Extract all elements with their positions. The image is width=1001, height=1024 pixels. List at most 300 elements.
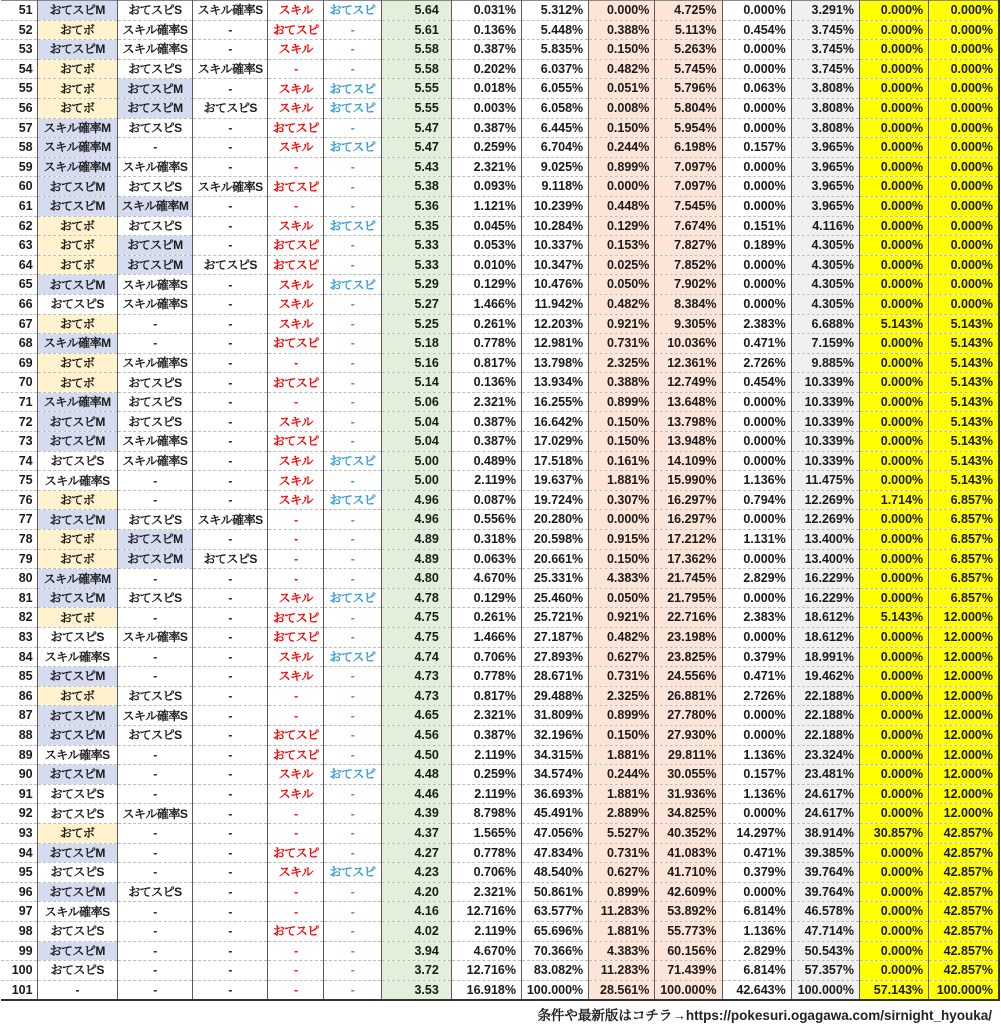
cell-prob-cum-2: 29.811% [655, 745, 722, 765]
cell-prob-cum-4: 0.000% [929, 255, 999, 275]
cell-prob-cum-3: 39.764% [791, 863, 859, 883]
table-row [1, 98, 999, 118]
cell-subskill-3: - [193, 353, 268, 373]
cell-subskill-3: - [193, 275, 268, 295]
cell-tag-blue: - [324, 294, 381, 314]
cell-subskill-3: - [193, 294, 268, 314]
cell-tag-blue: - [324, 745, 381, 765]
cell-subskill-3: - [193, 40, 268, 60]
cell-subskill-3: - [193, 314, 268, 334]
cell-subskill-1: スキル確率S [37, 902, 117, 922]
cell-score: 5.47 [381, 118, 451, 138]
cell-rank: 54 [1, 59, 37, 79]
cell-prob-exact-4: 0.000% [859, 588, 928, 608]
cell-prob-exact-3: 0.000% [722, 177, 791, 197]
cell-score: 4.23 [381, 863, 451, 883]
cell-prob-exact-3: 0.000% [722, 628, 791, 648]
cell-prob-cum-3: 3.965% [791, 157, 859, 177]
cell-prob-exact-4: 0.000% [859, 255, 928, 275]
cell-prob-exact-2: 0.388% [589, 373, 655, 393]
cell-subskill-1: おてボ [37, 530, 117, 550]
cell-prob-exact-1: 0.053% [451, 236, 521, 256]
cell-tag-blue: - [324, 314, 381, 334]
cell-subskill-1: おてスピM [37, 275, 117, 295]
cell-prob-cum-1: 5.835% [521, 40, 588, 60]
cell-prob-exact-3: 6.814% [722, 902, 791, 922]
cell-subskill-3: - [193, 490, 268, 510]
cell-prob-exact-4: 0.000% [859, 471, 928, 491]
cell-prob-exact-3: 0.157% [722, 765, 791, 785]
cell-prob-cum-4: 5.143% [929, 314, 999, 334]
table-row [1, 334, 999, 354]
cell-subskill-2: スキル確率S [117, 275, 192, 295]
cell-prob-exact-1: 0.489% [451, 451, 521, 471]
table-row [1, 804, 999, 824]
cell-prob-cum-3: 4.305% [791, 236, 859, 256]
cell-prob-cum-2: 12.749% [655, 373, 722, 393]
cell-tag-red: スキル [268, 765, 324, 785]
cell-subskill-1: - [37, 980, 117, 1000]
cell-prob-exact-2: 0.244% [589, 765, 655, 785]
cell-tag-blue: おてスピ [324, 1, 381, 21]
cell-prob-cum-2: 7.097% [655, 177, 722, 197]
cell-rank: 84 [1, 647, 37, 667]
cell-tag-blue: - [324, 843, 381, 863]
cell-prob-cum-2: 23.825% [655, 647, 722, 667]
cell-prob-exact-4: 0.000% [859, 725, 928, 745]
table-row [1, 823, 999, 843]
cell-prob-cum-3: 13.400% [791, 530, 859, 550]
cell-score: 3.94 [381, 941, 451, 961]
cell-tag-blue: - [324, 196, 381, 216]
cell-prob-cum-1: 13.798% [521, 353, 588, 373]
cell-prob-exact-2: 5.527% [589, 823, 655, 843]
cell-tag-blue: おてスピ [324, 451, 381, 471]
cell-prob-exact-2: 0.627% [589, 863, 655, 883]
cell-prob-cum-3: 18.991% [791, 647, 859, 667]
cell-prob-cum-3: 3.808% [791, 118, 859, 138]
cell-prob-exact-3: 0.000% [722, 588, 791, 608]
cell-prob-exact-1: 0.031% [451, 1, 521, 21]
table-row [1, 353, 999, 373]
cell-prob-cum-3: 22.188% [791, 725, 859, 745]
cell-prob-cum-4: 12.000% [929, 804, 999, 824]
cell-prob-exact-3: 0.454% [722, 20, 791, 40]
cell-subskill-1: おてボ [37, 490, 117, 510]
cell-subskill-1: おてボ [37, 686, 117, 706]
cell-rank: 62 [1, 216, 37, 236]
cell-prob-exact-3: 0.000% [722, 706, 791, 726]
cell-prob-cum-2: 17.362% [655, 549, 722, 569]
cell-prob-exact-4: 0.000% [859, 921, 928, 941]
cell-subskill-2: おてスピS [117, 392, 192, 412]
cell-score: 5.29 [381, 275, 451, 295]
cell-prob-cum-4: 12.000% [929, 765, 999, 785]
cell-rank: 90 [1, 765, 37, 785]
cell-tag-red: おてスピ [268, 255, 324, 275]
evaluation-table [1, 0, 1000, 1001]
cell-prob-exact-1: 0.129% [451, 588, 521, 608]
cell-tag-blue: - [324, 882, 381, 902]
cell-prob-exact-4: 0.000% [859, 686, 928, 706]
table-row [1, 294, 999, 314]
cell-tag-red: - [268, 706, 324, 726]
cell-tag-red: - [268, 902, 324, 922]
cell-rank: 95 [1, 863, 37, 883]
cell-tag-blue: - [324, 667, 381, 687]
cell-prob-cum-4: 12.000% [929, 628, 999, 648]
cell-tag-blue: - [324, 177, 381, 197]
cell-subskill-2: スキル確率S [117, 20, 192, 40]
cell-prob-exact-3: 1.136% [722, 745, 791, 765]
table-row [1, 490, 999, 510]
cell-tag-red: スキル [268, 451, 324, 471]
cell-prob-exact-4: 0.000% [859, 961, 928, 981]
cell-prob-exact-1: 0.087% [451, 490, 521, 510]
cell-score: 5.18 [381, 334, 451, 354]
cell-subskill-3: - [193, 157, 268, 177]
cell-prob-cum-2: 34.825% [655, 804, 722, 824]
cell-subskill-1: おてスピS [37, 961, 117, 981]
table-row [1, 882, 999, 902]
cell-prob-exact-3: 2.829% [722, 941, 791, 961]
cell-prob-cum-3: 57.357% [791, 961, 859, 981]
cell-tag-red: - [268, 686, 324, 706]
cell-prob-cum-2: 22.716% [655, 608, 722, 628]
cell-prob-exact-2: 0.000% [589, 510, 655, 530]
cell-subskill-3: - [193, 432, 268, 452]
cell-prob-cum-4: 6.857% [929, 569, 999, 589]
table-row [1, 725, 999, 745]
cell-prob-cum-4: 5.143% [929, 471, 999, 491]
cell-prob-cum-3: 3.745% [791, 20, 859, 40]
cell-prob-exact-2: 0.448% [589, 196, 655, 216]
cell-prob-exact-4: 0.000% [859, 882, 928, 902]
cell-subskill-2: スキル確率M [117, 196, 192, 216]
cell-prob-exact-4: 0.000% [859, 628, 928, 648]
cell-subskill-3: - [193, 138, 268, 158]
cell-subskill-2: - [117, 471, 192, 491]
cell-prob-cum-2: 5.263% [655, 40, 722, 60]
cell-subskill-2: - [117, 138, 192, 158]
cell-prob-cum-4: 12.000% [929, 706, 999, 726]
cell-prob-exact-2: 1.881% [589, 921, 655, 941]
cell-prob-cum-2: 7.545% [655, 196, 722, 216]
cell-tag-red: - [268, 59, 324, 79]
table-row [1, 40, 999, 60]
cell-subskill-1: おてスピM [37, 843, 117, 863]
cell-prob-cum-3: 50.543% [791, 941, 859, 961]
table-row [1, 667, 999, 687]
cell-subskill-1: おてスピM [37, 1, 117, 21]
cell-subskill-3: - [193, 843, 268, 863]
cell-prob-exact-4: 0.000% [859, 510, 928, 530]
cell-tag-red: スキル [268, 294, 324, 314]
cell-subskill-3: - [193, 373, 268, 393]
cell-subskill-1: おてスピM [37, 196, 117, 216]
cell-prob-cum-1: 6.058% [521, 98, 588, 118]
cell-tag-blue: おてスピ [324, 647, 381, 667]
cell-prob-cum-2: 6.198% [655, 138, 722, 158]
cell-subskill-2: - [117, 765, 192, 785]
cell-rank: 63 [1, 236, 37, 256]
cell-score: 4.75 [381, 628, 451, 648]
cell-prob-cum-4: 0.000% [929, 40, 999, 60]
cell-prob-exact-3: 0.000% [722, 451, 791, 471]
cell-score: 4.16 [381, 902, 451, 922]
cell-tag-blue: おてスピ [324, 765, 381, 785]
cell-prob-exact-1: 0.063% [451, 549, 521, 569]
cell-subskill-3: - [193, 980, 268, 1000]
cell-prob-exact-3: 0.000% [722, 196, 791, 216]
cell-prob-cum-1: 31.809% [521, 706, 588, 726]
cell-rank: 82 [1, 608, 37, 628]
cell-prob-cum-2: 71.439% [655, 961, 722, 981]
cell-tag-blue: - [324, 373, 381, 393]
cell-subskill-3: - [193, 471, 268, 491]
cell-tag-red: スキル [268, 40, 324, 60]
cell-tag-red: スキル [268, 784, 324, 804]
cell-subskill-2: スキル確率S [117, 628, 192, 648]
cell-prob-cum-3: 4.116% [791, 216, 859, 236]
cell-prob-cum-3: 100.000% [791, 980, 859, 1000]
cell-prob-cum-1: 50.861% [521, 882, 588, 902]
cell-prob-exact-4: 0.000% [859, 804, 928, 824]
cell-prob-exact-1: 16.918% [451, 980, 521, 1000]
cell-prob-cum-3: 3.965% [791, 196, 859, 216]
cell-prob-exact-1: 12.716% [451, 902, 521, 922]
cell-score: 5.06 [381, 392, 451, 412]
cell-prob-exact-3: 2.726% [722, 686, 791, 706]
cell-prob-cum-4: 12.000% [929, 686, 999, 706]
cell-tag-blue: - [324, 608, 381, 628]
cell-rank: 93 [1, 823, 37, 843]
cell-prob-cum-4: 42.857% [929, 863, 999, 883]
cell-tag-blue: - [324, 392, 381, 412]
cell-prob-cum-4: 42.857% [929, 882, 999, 902]
cell-score: 5.58 [381, 40, 451, 60]
table-row [1, 745, 999, 765]
cell-prob-cum-3: 39.764% [791, 882, 859, 902]
cell-prob-exact-1: 0.261% [451, 314, 521, 334]
cell-prob-cum-2: 40.352% [655, 823, 722, 843]
cell-prob-exact-1: 2.119% [451, 921, 521, 941]
cell-subskill-3: - [193, 118, 268, 138]
table-row [1, 1, 999, 21]
cell-prob-exact-3: 0.000% [722, 510, 791, 530]
cell-subskill-2: おてスピS [117, 177, 192, 197]
cell-prob-exact-1: 12.716% [451, 961, 521, 981]
table-row [1, 314, 999, 334]
cell-prob-cum-4: 0.000% [929, 1, 999, 21]
cell-prob-cum-4: 5.143% [929, 432, 999, 452]
cell-prob-exact-1: 0.259% [451, 765, 521, 785]
cell-subskill-2: スキル確率S [117, 706, 192, 726]
cell-prob-cum-4: 0.000% [929, 294, 999, 314]
cell-prob-exact-4: 0.000% [859, 941, 928, 961]
table-body [1, 1, 999, 1001]
cell-prob-cum-4: 12.000% [929, 647, 999, 667]
cell-subskill-2: - [117, 941, 192, 961]
cell-prob-exact-3: 0.471% [722, 334, 791, 354]
cell-prob-cum-2: 5.796% [655, 79, 722, 99]
cell-subskill-1: おてボ [37, 98, 117, 118]
cell-tag-red: スキル [268, 490, 324, 510]
cell-prob-exact-3: 0.000% [722, 294, 791, 314]
cell-prob-exact-1: 4.670% [451, 941, 521, 961]
cell-tag-red: スキル [268, 647, 324, 667]
cell-prob-exact-3: 0.000% [722, 725, 791, 745]
cell-prob-exact-2: 0.000% [589, 177, 655, 197]
cell-tag-blue: おてスピ [324, 138, 381, 158]
cell-subskill-1: スキル確率M [37, 569, 117, 589]
cell-subskill-3: - [193, 921, 268, 941]
cell-subskill-2: おてスピS [117, 118, 192, 138]
cell-subskill-3: スキル確率S [193, 59, 268, 79]
cell-prob-exact-4: 0.000% [859, 373, 928, 393]
cell-prob-cum-2: 8.384% [655, 294, 722, 314]
cell-score: 5.16 [381, 353, 451, 373]
cell-score: 5.64 [381, 1, 451, 21]
cell-subskill-2: - [117, 334, 192, 354]
cell-prob-exact-3: 0.454% [722, 373, 791, 393]
cell-tag-red: スキル [268, 138, 324, 158]
cell-subskill-1: おてスピM [37, 765, 117, 785]
cell-prob-exact-3: 0.471% [722, 843, 791, 863]
cell-tag-blue: - [324, 157, 381, 177]
cell-prob-exact-1: 1.121% [451, 196, 521, 216]
cell-subskill-2: - [117, 980, 192, 1000]
cell-subskill-3: - [193, 863, 268, 883]
table-row [1, 451, 999, 471]
cell-score: 4.75 [381, 608, 451, 628]
cell-subskill-2: おてスピS [117, 216, 192, 236]
cell-prob-cum-2: 13.948% [655, 432, 722, 452]
cell-rank: 56 [1, 98, 37, 118]
table-row [1, 843, 999, 863]
cell-subskill-1: おてスピM [37, 588, 117, 608]
cell-subskill-3: - [193, 608, 268, 628]
cell-tag-red: スキル [268, 216, 324, 236]
cell-subskill-3: - [193, 647, 268, 667]
table-row [1, 941, 999, 961]
table-row [1, 706, 999, 726]
cell-prob-exact-4: 0.000% [859, 334, 928, 354]
cell-subskill-2: - [117, 961, 192, 981]
cell-subskill-3: - [193, 79, 268, 99]
cell-prob-cum-4: 0.000% [929, 236, 999, 256]
cell-prob-cum-2: 16.297% [655, 510, 722, 530]
cell-tag-blue: - [324, 902, 381, 922]
cell-prob-exact-1: 0.261% [451, 608, 521, 628]
cell-prob-exact-2: 2.889% [589, 804, 655, 824]
cell-prob-exact-3: 0.000% [722, 1, 791, 21]
cell-tag-red: スキル [268, 79, 324, 99]
cell-rank: 87 [1, 706, 37, 726]
cell-prob-cum-1: 5.312% [521, 1, 588, 21]
cell-prob-exact-2: 2.325% [589, 686, 655, 706]
cell-score: 4.46 [381, 784, 451, 804]
cell-prob-cum-3: 16.229% [791, 569, 859, 589]
cell-score: 4.39 [381, 804, 451, 824]
cell-prob-exact-4: 0.000% [859, 412, 928, 432]
cell-prob-cum-3: 38.914% [791, 823, 859, 843]
cell-prob-exact-2: 0.731% [589, 843, 655, 863]
cell-prob-cum-4: 5.143% [929, 412, 999, 432]
table-row [1, 961, 999, 981]
cell-prob-cum-1: 6.445% [521, 118, 588, 138]
cell-tag-blue: - [324, 236, 381, 256]
cell-prob-cum-1: 17.518% [521, 451, 588, 471]
cell-rank: 76 [1, 490, 37, 510]
cell-prob-cum-1: 48.540% [521, 863, 588, 883]
cell-subskill-1: おてスピS [37, 451, 117, 471]
cell-rank: 67 [1, 314, 37, 334]
cell-prob-cum-1: 10.337% [521, 236, 588, 256]
cell-prob-cum-1: 20.280% [521, 510, 588, 530]
cell-score: 4.73 [381, 686, 451, 706]
cell-prob-exact-1: 0.129% [451, 275, 521, 295]
cell-prob-cum-4: 0.000% [929, 79, 999, 99]
cell-prob-exact-2: 0.899% [589, 392, 655, 412]
cell-tag-red: - [268, 804, 324, 824]
cell-tag-red: おてスピ [268, 921, 324, 941]
cell-prob-cum-2: 41.083% [655, 843, 722, 863]
cell-prob-exact-3: 2.383% [722, 608, 791, 628]
cell-prob-exact-4: 0.000% [859, 216, 928, 236]
cell-prob-exact-2: 2.325% [589, 353, 655, 373]
cell-prob-cum-1: 5.448% [521, 20, 588, 40]
cell-prob-cum-4: 5.143% [929, 451, 999, 471]
cell-tag-red: - [268, 882, 324, 902]
cell-rank: 83 [1, 628, 37, 648]
cell-prob-cum-2: 13.798% [655, 412, 722, 432]
table-row [1, 392, 999, 412]
cell-prob-cum-4: 12.000% [929, 725, 999, 745]
cell-tag-red: スキル [268, 412, 324, 432]
cell-score: 4.80 [381, 569, 451, 589]
cell-rank: 72 [1, 412, 37, 432]
cell-prob-exact-2: 0.731% [589, 667, 655, 687]
cell-prob-cum-2: 21.745% [655, 569, 722, 589]
cell-subskill-3: - [193, 216, 268, 236]
cell-prob-exact-1: 4.670% [451, 569, 521, 589]
cell-subskill-3: - [193, 334, 268, 354]
cell-prob-exact-4: 0.000% [859, 157, 928, 177]
table-row [1, 255, 999, 275]
cell-score: 4.27 [381, 843, 451, 863]
cell-subskill-2: おてスピM [117, 98, 192, 118]
cell-subskill-2: おてスピS [117, 412, 192, 432]
cell-prob-exact-1: 0.778% [451, 667, 521, 687]
cell-tag-blue: - [324, 530, 381, 550]
cell-prob-cum-4: 6.857% [929, 510, 999, 530]
table-row [1, 608, 999, 628]
cell-prob-exact-2: 1.881% [589, 745, 655, 765]
cell-prob-exact-2: 4.383% [589, 941, 655, 961]
cell-rank: 69 [1, 353, 37, 373]
cell-prob-exact-1: 1.466% [451, 628, 521, 648]
cell-tag-red: スキル [268, 863, 324, 883]
cell-score: 4.89 [381, 530, 451, 550]
cell-prob-cum-1: 10.476% [521, 275, 588, 295]
cell-prob-cum-2: 27.930% [655, 725, 722, 745]
cell-subskill-1: おてボ [37, 608, 117, 628]
cell-tag-blue: おてスピ [324, 216, 381, 236]
cell-prob-cum-4: 12.000% [929, 667, 999, 687]
cell-prob-cum-2: 10.036% [655, 334, 722, 354]
cell-prob-exact-1: 0.093% [451, 177, 521, 197]
